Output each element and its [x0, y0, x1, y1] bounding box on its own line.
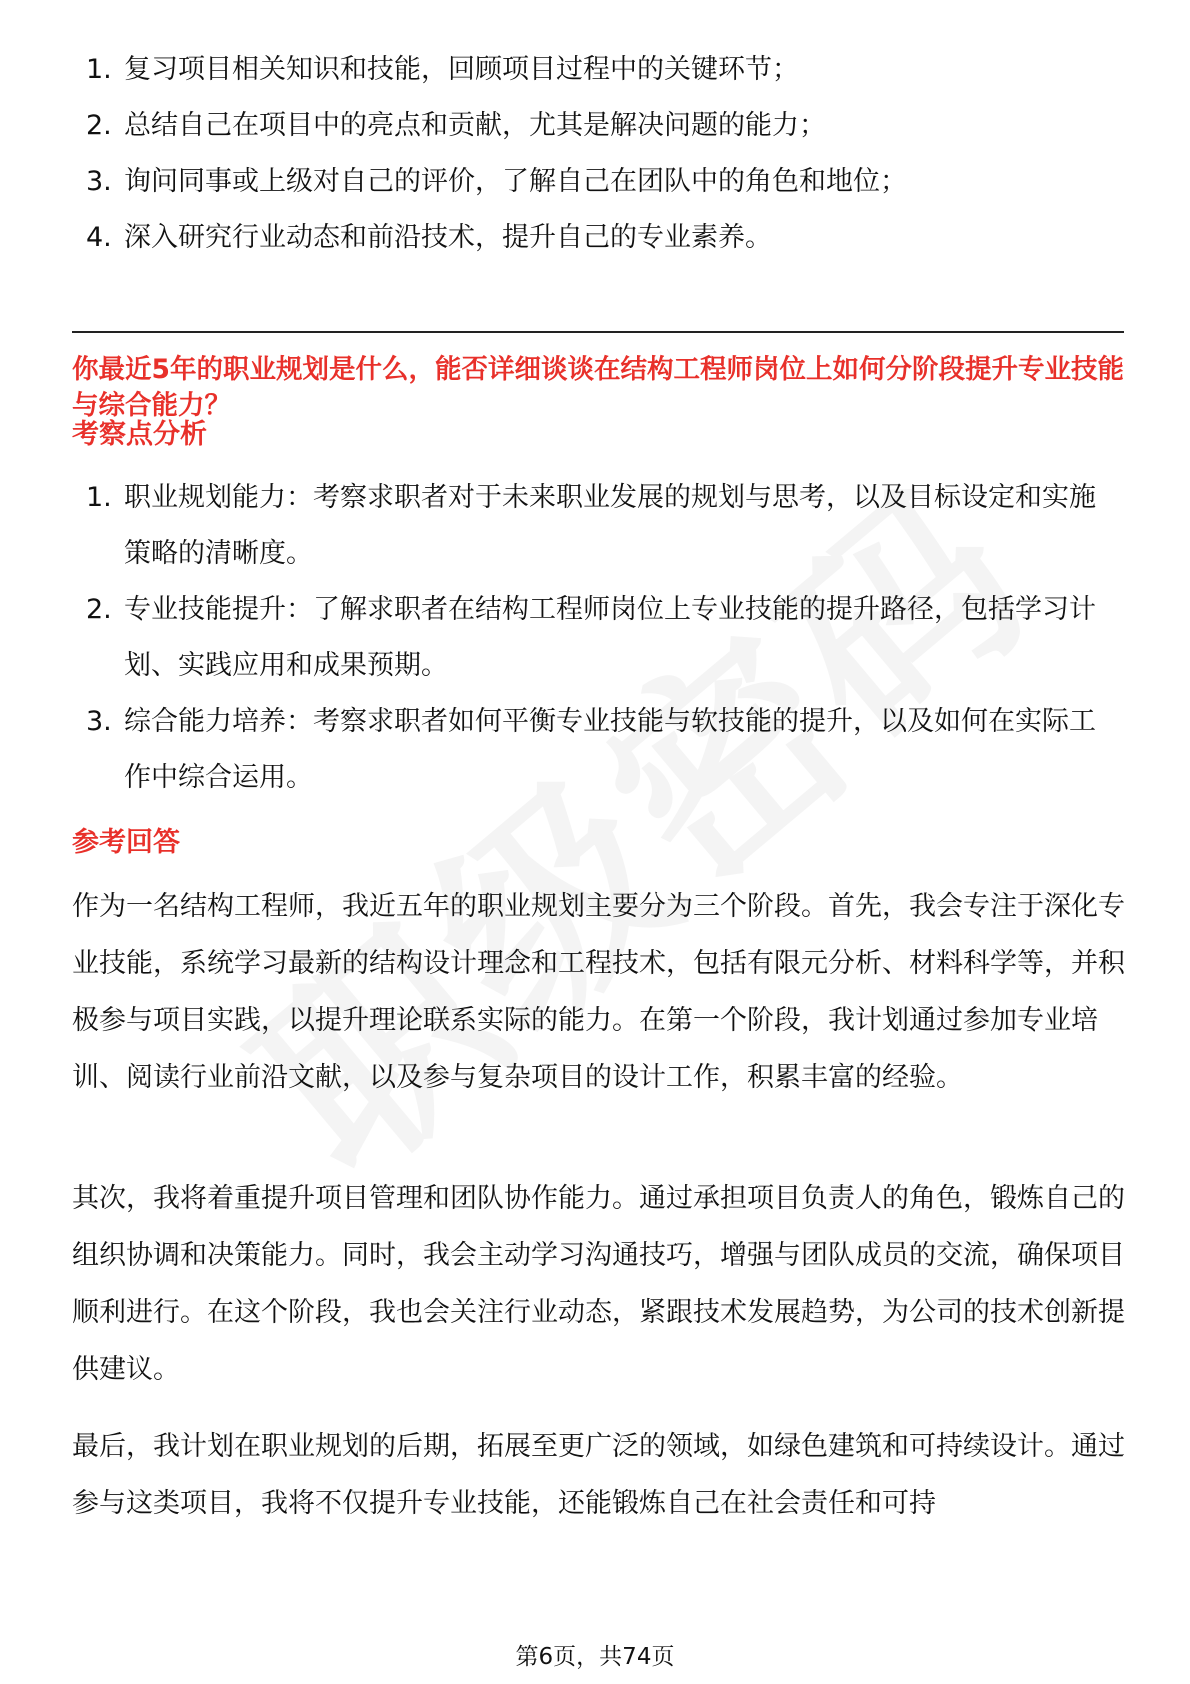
list-number: 1. — [86, 54, 112, 85]
list-number: 3. — [86, 166, 112, 197]
list-item — [70, 582, 1120, 694]
list-item — [70, 42, 1120, 98]
analysis-heading: 考察点分析 — [72, 419, 207, 450]
list-text: 专业技能提升：了解求职者在结构工程师岗位上专业技能的提升路径，包括学习计划、实践应用和成果预期。 — [124, 594, 1096, 681]
list-number: 3. — [86, 706, 112, 737]
list-text: 询问同事或上级对自己的评价，了解自己在团队中的角色和地位； — [124, 166, 907, 197]
analysis-list — [70, 470, 1120, 806]
intro-list — [70, 42, 1120, 266]
answer-heading: 参考回答 — [72, 827, 180, 858]
list-text: 复习项目相关知识和技能，回顾项目过程中的关键环节； — [124, 54, 799, 85]
question-title: 你最近5年的职业规划是什么，能否详细谈谈在结构工程师岗位上如何分阶段提升专业技能与综合能力？ — [72, 354, 1124, 421]
list-text: 深入研究行业动态和前沿技术，提升自己的专业素养。 — [124, 222, 772, 253]
list-item — [70, 154, 1120, 210]
list-number: 1. — [86, 482, 112, 513]
list-item — [70, 210, 1120, 266]
list-item — [70, 470, 1120, 582]
list-item — [70, 694, 1120, 806]
list-number: 2. — [86, 110, 112, 141]
list-text: 综合能力培养：考察求职者如何平衡专业技能与软技能的提升，以及如何在实际工作中综合运用。 — [124, 706, 1096, 793]
answer-paragraph: 其次，我将着重提升项目管理和团队协作能力。通过承担项目负责人的角色，锻炼自己的组织协调和决策能力。同时，我会主动学习沟通技巧，增强与团队成员的交流，确保项目顺利进行。在这个阶段，我也会关注行业动态，紧跟技术发展趋势，为公司的技术创新提供建议。 — [72, 1183, 1125, 1385]
list-number: 4. — [86, 222, 112, 253]
answer-paragraph: 作为一名结构工程师，我近五年的职业规划主要分为三个阶段。首先，我会专注于深化专业技能，系统学习最新的结构设计理念和工程技术，包括有限元分析、材料科学等，并积极参与项目实践，以提升理论联系实际的能力。在第一个阶段，我计划通过参加专业培训、阅读行业前沿文献，以及参与复杂项目的设计工作，积累丰富的经验。 — [72, 891, 1125, 1093]
list-text: 职业规划能力：考察求职者对于未来职业发展的规划与思考，以及目标设定和实施策略的清晰度。 — [124, 482, 1096, 569]
list-number: 2. — [86, 594, 112, 625]
page-footer: 第6页，共74页 — [515, 1644, 675, 1670]
list-item — [70, 98, 1120, 154]
answer-paragraph: 最后，我计划在职业规划的后期，拓展至更广泛的领域，如绿色建筑和可持续设计。通过参与这类项目，我将不仅提升专业技能，还能锻炼自己在社会责任和可持 — [72, 1431, 1125, 1519]
list-text: 总结自己在项目中的亮点和贡献，尤其是解决问题的能力； — [124, 110, 826, 141]
section-divider — [72, 331, 1124, 333]
